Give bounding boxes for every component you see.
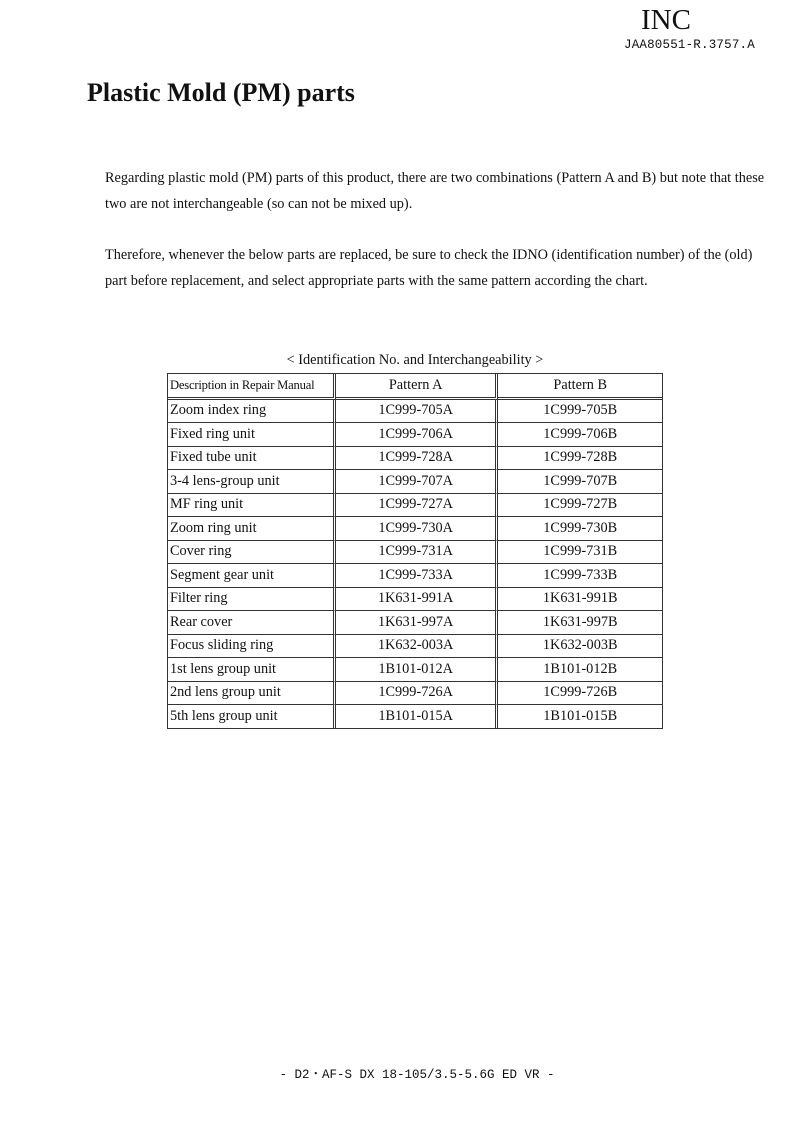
cell-pattern-b: 1K631-991B	[498, 588, 662, 612]
paragraph-intro: Regarding plastic mold (PM) parts of this product, there are two combinations (Pattern A and B) but note that these two are not interchangeable (so can not be mixed up).	[105, 170, 765, 212]
cell-pattern-a: 1C999-706A	[336, 423, 499, 447]
table-row	[168, 494, 662, 518]
table-row	[168, 541, 662, 565]
cell-description: Filter ring	[168, 588, 336, 612]
cell-pattern-b: 1C999-726B	[498, 682, 662, 706]
paragraph-instruction: Therefore, whenever the below parts are replaced, be sure to check the IDNO (identification number) of the (old) part before replacement, and select appropriate parts with the same pattern according the chart.	[105, 247, 753, 289]
cell-pattern-b: 1C999-705B	[498, 400, 662, 424]
cell-description: 5th lens group unit	[168, 705, 336, 728]
cell-pattern-a: 1B101-012A	[336, 658, 499, 682]
brand-header: INC	[641, 4, 691, 36]
cell-description: 1st lens group unit	[168, 658, 336, 682]
header-description: Description in Repair Manual	[168, 374, 336, 400]
table-row	[168, 517, 662, 541]
cell-pattern-b: 1C999-706B	[498, 423, 662, 447]
cell-description: Zoom ring unit	[168, 517, 336, 541]
cell-description: 2nd lens group unit	[168, 682, 336, 706]
table-caption: < Identification No. and Interchangeability >	[286, 352, 544, 368]
cell-pattern-a: 1C999-726A	[336, 682, 499, 706]
cell-description: Fixed ring unit	[168, 423, 336, 447]
page-title: Plastic Mold (PM) parts	[87, 78, 355, 107]
cell-description: MF ring unit	[168, 494, 336, 518]
header-pattern-b: Pattern B	[498, 374, 662, 400]
table-header-row	[168, 374, 662, 400]
cell-description: Focus sliding ring	[168, 635, 336, 659]
table-row	[168, 611, 662, 635]
cell-pattern-a: 1C999-731A	[336, 541, 499, 565]
cell-pattern-a: 1C999-727A	[336, 494, 499, 518]
cell-description: Cover ring	[168, 541, 336, 565]
table-row	[168, 682, 662, 706]
cell-pattern-a: 1B101-015A	[336, 705, 499, 728]
cell-description: 3-4 lens-group unit	[168, 470, 336, 494]
table-row	[168, 658, 662, 682]
cell-pattern-b: 1C999-728B	[498, 447, 662, 471]
cell-description: Rear cover	[168, 611, 336, 635]
cell-description: Fixed tube unit	[168, 447, 336, 471]
table-row	[168, 423, 662, 447]
cell-pattern-a: 1C999-728A	[336, 447, 499, 471]
cell-pattern-b: 1K631-997B	[498, 611, 662, 635]
cell-pattern-b: 1C999-731B	[498, 541, 662, 565]
cell-description: Zoom index ring	[168, 400, 336, 424]
table-row	[168, 447, 662, 471]
cell-pattern-b: 1C999-730B	[498, 517, 662, 541]
table-row	[168, 470, 662, 494]
cell-description: Segment gear unit	[168, 564, 336, 588]
cell-pattern-a: 1C999-707A	[336, 470, 499, 494]
cell-pattern-b: 1C999-707B	[498, 470, 662, 494]
table-row	[168, 635, 662, 659]
cell-pattern-a: 1K631-991A	[336, 588, 499, 612]
header-pattern-a: Pattern A	[336, 374, 499, 400]
table-row	[168, 705, 662, 728]
cell-pattern-b: 1B101-015B	[543, 707, 618, 724]
cell-pattern-a: 1K632-003A	[336, 635, 499, 659]
cell-pattern-b: 1C999-733B	[498, 564, 662, 588]
cell-pattern-b: 1K632-003B	[498, 635, 662, 659]
identification-table	[167, 373, 663, 729]
page-footer: - D2・AF-S DX 18-105/3.5-5.6G ED VR -	[279, 1068, 555, 1082]
cell-pattern-a: 1K631-997A	[336, 611, 499, 635]
document-number: JAA80551-R.3757.A	[624, 38, 755, 52]
cell-pattern-b: 1B101-012B	[498, 658, 662, 682]
table-row	[168, 588, 662, 612]
cell-pattern-b: 1C999-727B	[498, 494, 662, 518]
table-row	[168, 400, 662, 424]
cell-pattern-a: 1C999-733A	[336, 564, 499, 588]
cell-pattern-a: 1C999-730A	[336, 517, 499, 541]
cell-pattern-a: 1C999-705A	[336, 400, 499, 424]
table-row	[168, 564, 662, 588]
